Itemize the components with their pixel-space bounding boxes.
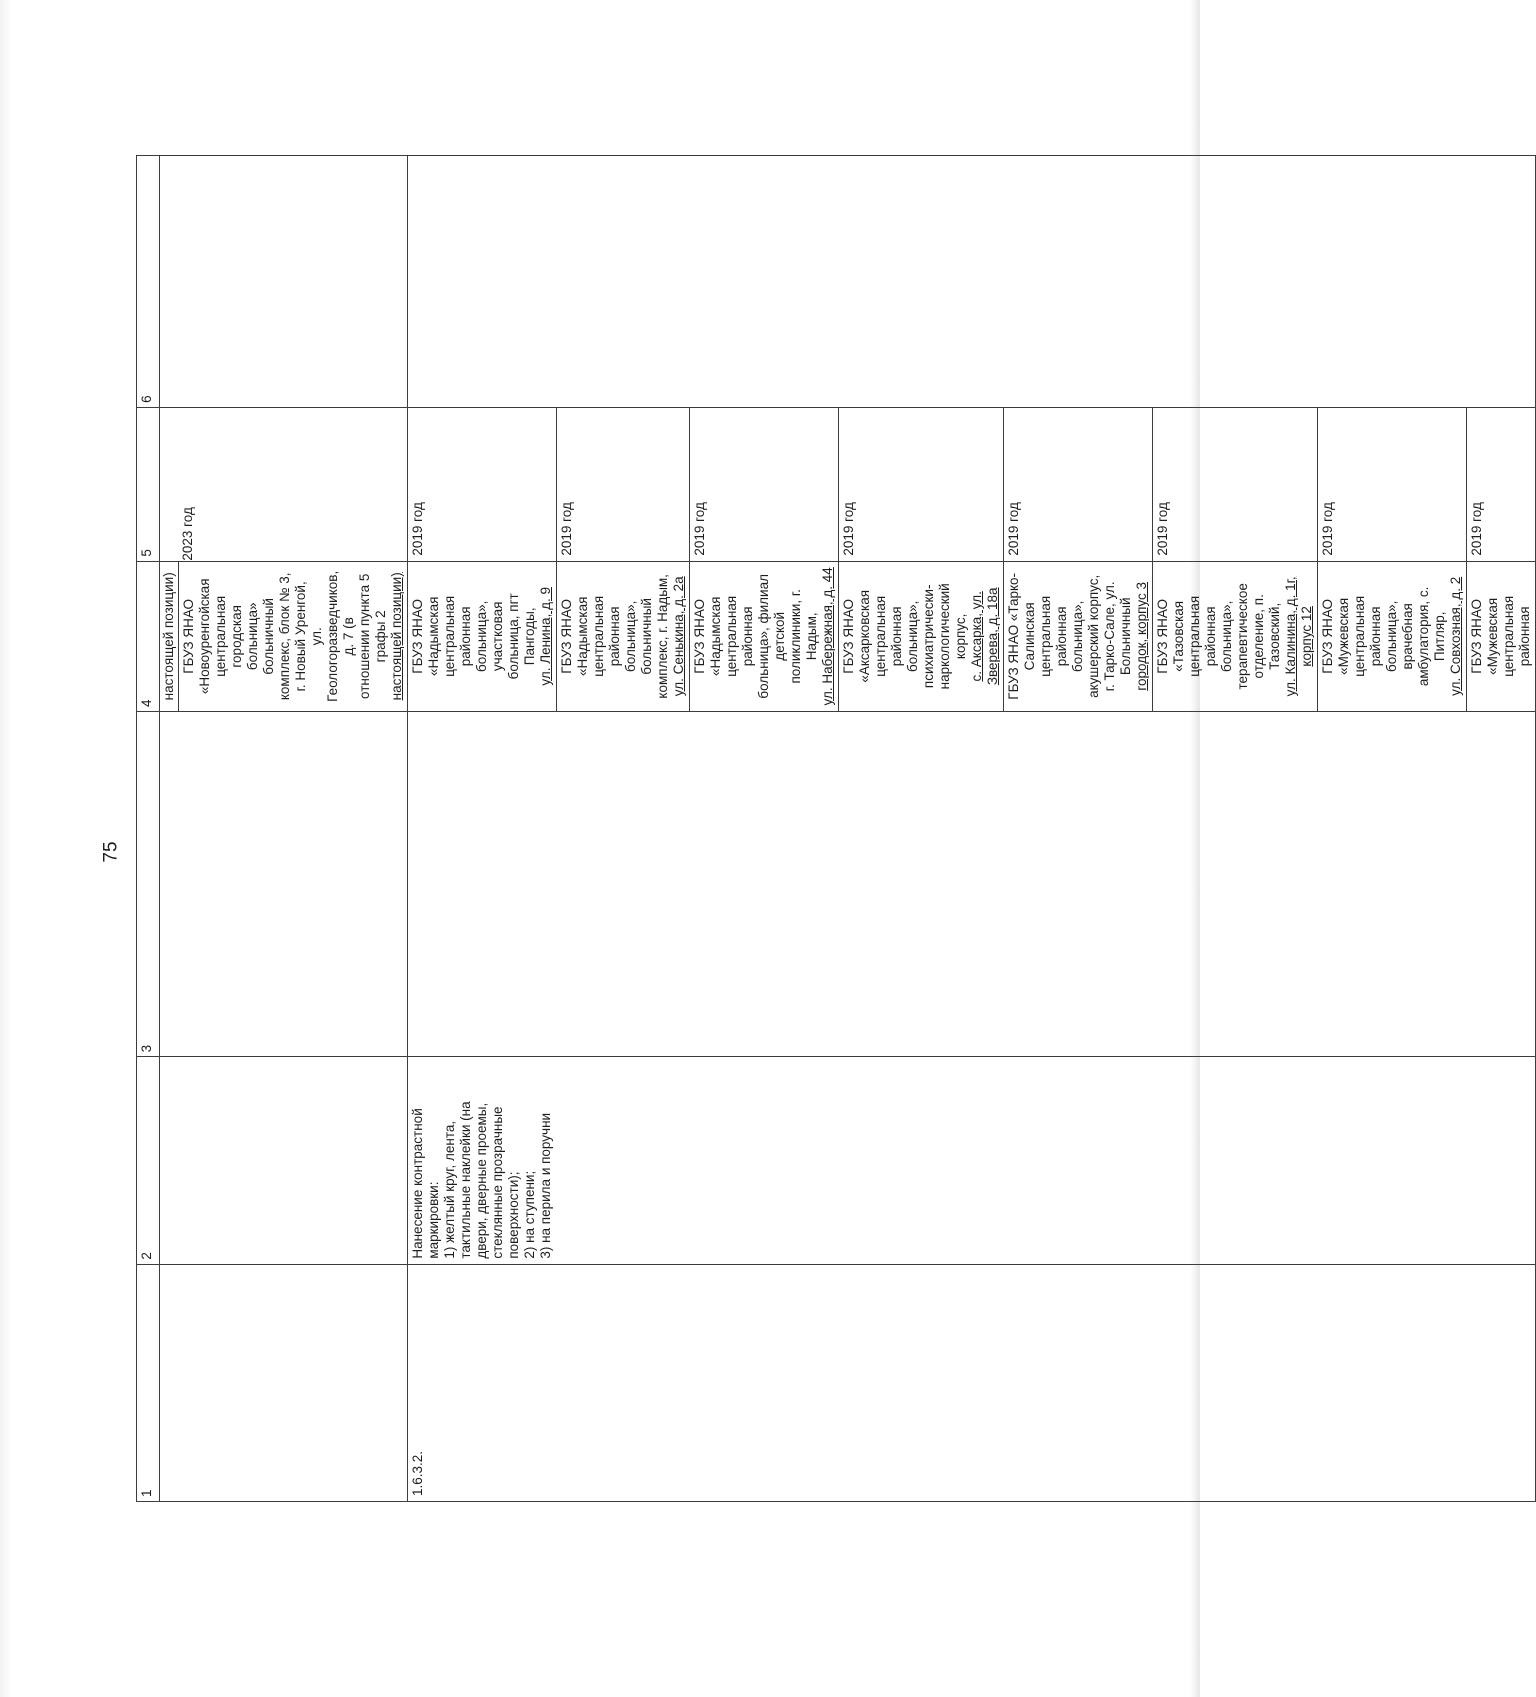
text-line: больница», филиал детской	[756, 574, 787, 699]
text-line: ГБУЗ ЯНАО «Надымская	[692, 596, 723, 677]
text-line: с. Аксарка, ул. Зверева, д. 18а	[969, 587, 1000, 686]
column-number-6: 6	[137, 156, 160, 408]
text-line: поверхности);	[506, 1171, 521, 1259]
facility-cell	[1318, 561, 1467, 711]
facility-cell	[408, 561, 557, 711]
text-line: ул. Ленина, д. 9	[538, 587, 553, 686]
facility-cell	[1153, 561, 1318, 711]
text-line: центральная районная	[591, 595, 622, 677]
text-line: комплекс, г. Надым,	[655, 574, 670, 699]
document-table	[136, 155, 1536, 1502]
facility-cell	[839, 561, 1004, 711]
column-number-row	[137, 156, 160, 1502]
text-line: ГБУЗ ЯНАО «Мужевская	[1320, 597, 1351, 675]
year-cell: 2019 год	[1004, 407, 1153, 561]
text-line: ул. Совхозная, д. 2	[1448, 576, 1463, 696]
text-line: 2) на ступени;	[522, 1170, 537, 1259]
text-line: центральная районная	[1501, 595, 1532, 677]
text-line: центральная районная	[1187, 595, 1218, 677]
text-line: отношении пункта 5 графы 2	[357, 573, 388, 699]
year-cell: 2019 год	[557, 407, 690, 561]
item-col6	[408, 156, 1536, 408]
text-line: ГБУЗ ЯНАО «Надымская	[410, 596, 441, 677]
column-number-2: 2	[137, 1057, 160, 1264]
text-line: центральная районная	[1352, 595, 1383, 677]
text-line: поликлиники, г. Надым,	[788, 589, 819, 684]
text-line: тактильные наклейки (на	[458, 1101, 473, 1259]
text-line: отделение, п. Тазовский,	[1251, 594, 1282, 679]
year-cell: 2019 год	[1153, 407, 1318, 561]
text-line: амбулатория, с. Питляр,	[1416, 586, 1447, 687]
text-line: ГБУЗ ЯНАО «Тазовская	[1155, 598, 1186, 674]
text-line: ГБУЗ ЯНАО «Аксарковская	[841, 589, 872, 683]
text-line: г. Новый Уренгой,	[293, 581, 308, 692]
text-line: Нанесение контрастной	[410, 1108, 425, 1259]
text-line: ГБУЗ ЯНАО «Тарко-Салинская	[1006, 572, 1037, 700]
text-line: 3) на перила и поручни	[538, 1112, 553, 1259]
column-number-3: 3	[137, 712, 160, 1057]
text-line: маркировки:	[426, 1181, 441, 1259]
continuation-row	[160, 156, 179, 1502]
continuation-text: настоящей позиции)	[160, 561, 179, 711]
text-line: больница», больничный	[623, 598, 654, 675]
text-line: центральная районная	[1038, 595, 1069, 677]
document-table-rotated	[136, 155, 1532, 1502]
text-line: ул. Сенькина, д. 2а	[671, 576, 686, 697]
text-line: наркологический корпус,	[937, 583, 968, 690]
text-line: ул. Геологоразведчиков, д. 7 (в	[309, 570, 356, 702]
text-line: больница», врачебная	[1384, 600, 1415, 672]
column-number-4: 4	[137, 561, 160, 711]
text-line: центральная районная	[873, 595, 904, 677]
facility-cell	[1467, 561, 1536, 711]
facility-cell	[690, 561, 839, 711]
text-line: больница», акушерский корпус,	[1070, 574, 1101, 698]
text-line: больница», психиатрически-	[905, 584, 936, 689]
text-line: центральная районная	[724, 595, 755, 677]
text-line: стеклянные прозрачные	[490, 1106, 505, 1259]
text-line: центральная районная	[442, 595, 473, 677]
text-line: г. Тарко-Сале, ул. Больничный	[1102, 581, 1133, 692]
text-line: комплекс, блок № 3,	[277, 572, 292, 701]
text-line: ГБУЗ ЯНАО «Надымская	[559, 596, 590, 677]
year-cell: 2019 год	[1318, 407, 1467, 561]
row-2023-facility	[179, 561, 408, 711]
facility-cell	[1004, 561, 1153, 711]
facility-cell	[557, 561, 690, 711]
row-2023-year: 2023 год	[160, 407, 408, 561]
item-col3	[408, 712, 1536, 1057]
page-number-text: 75	[100, 841, 122, 863]
column-number-1: 1	[137, 1264, 160, 1501]
text-line: ул. Набережная, д. 44	[820, 567, 835, 706]
text-line: ГБУЗ ЯНАО «Мужевская	[1469, 597, 1500, 675]
text-line: городок, корпус 3	[1134, 582, 1149, 691]
text-line: больница, пгт Пангоды,	[506, 593, 537, 680]
page-number	[100, 841, 124, 863]
item-number: 1.6.3.2.	[408, 1264, 1536, 1501]
year-cell: 2019 год	[408, 407, 557, 561]
text-line: больница» больничный	[245, 598, 276, 675]
text-line: ул. Калинина, д. 1г, корпус 12	[1283, 576, 1314, 697]
text-line: ГБУЗ ЯНАО «Новоуренгойская	[181, 578, 212, 695]
text-line: центральная городская	[213, 595, 244, 677]
year-cell: 2019 год	[1467, 407, 1536, 561]
table-row	[408, 156, 557, 1502]
scan-edge-left	[0, 0, 12, 1697]
text-line: больница», участковая	[474, 600, 505, 672]
text-line: настоящей позиции)	[389, 572, 404, 701]
item-description	[408, 1057, 1536, 1264]
column-number-5: 5	[137, 407, 160, 561]
year-cell: 2019 год	[690, 407, 839, 561]
text-line: двери, дверные проемы,	[474, 1102, 489, 1259]
text-line: больница», терапевтическое	[1219, 583, 1250, 690]
text-line: 1) желтый круг, лента,	[442, 1120, 457, 1259]
document-table-frame	[136, 155, 1532, 1502]
year-cell: 2019 год	[839, 407, 1004, 561]
